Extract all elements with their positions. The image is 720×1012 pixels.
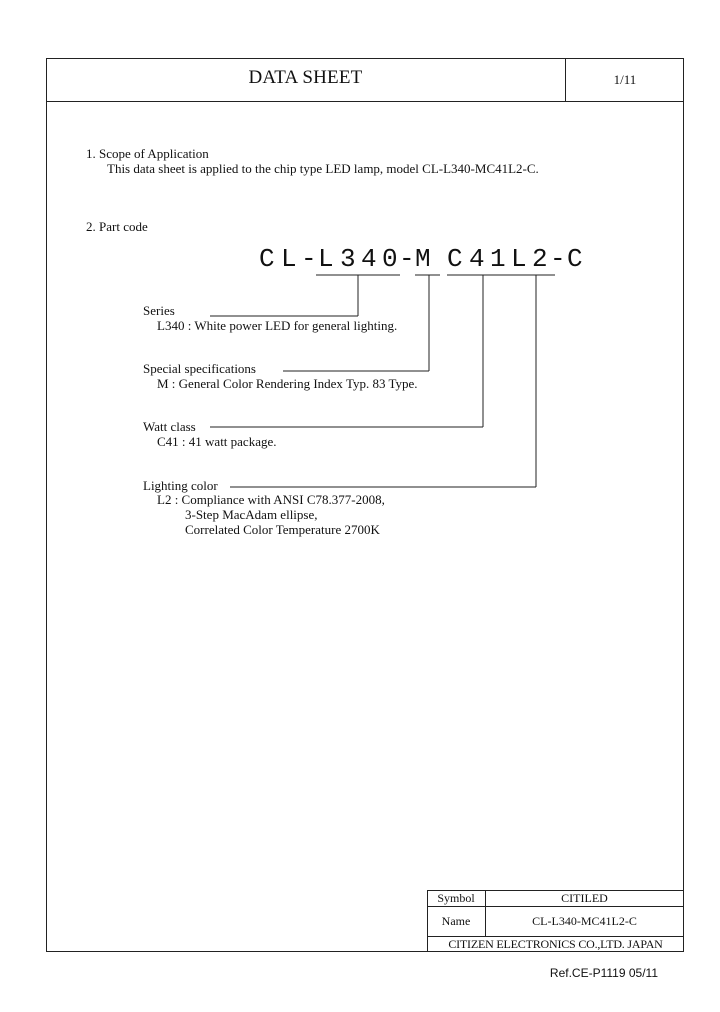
part-code-char: 4: [469, 244, 485, 274]
watt-title: Watt class: [143, 419, 196, 434]
watt-desc: C41 : 41 watt package.: [157, 434, 277, 449]
series-title: Series: [143, 303, 175, 318]
section2-heading: 2. Part code: [86, 219, 148, 234]
title-block-border: [427, 906, 684, 907]
part-code-char: 3: [340, 244, 356, 274]
part-code-char: 2: [532, 244, 548, 274]
name-value: CL-L340-MC41L2-C: [532, 914, 637, 928]
reference-code: Ref.CE-P1119 05/11: [549, 966, 658, 980]
part-code-char: M: [415, 244, 431, 274]
part-code-char: L: [281, 244, 297, 274]
part-code-char: C: [259, 244, 275, 274]
lighting-title: Lighting color: [143, 478, 218, 493]
lighting-line3: Correlated Color Temperature 2700K: [185, 522, 380, 537]
part-code-char: C: [447, 244, 463, 274]
name-label: Name: [441, 914, 471, 928]
special-desc: M : General Color Rendering Index Typ. 83 Type.: [157, 376, 418, 391]
part-code-char: L: [318, 244, 334, 274]
page-number: 1/11: [613, 72, 637, 87]
document-title: DATA SHEET: [248, 67, 363, 88]
lighting-line1: L2 : Compliance with ANSI C78.377-2008,: [157, 492, 385, 507]
lighting-line2: 3-Step MacAdam ellipse,: [185, 507, 318, 522]
symbol-label: Symbol: [437, 891, 475, 905]
part-code-char: -: [399, 244, 415, 274]
section1-heading: 1. Scope of Application: [86, 146, 209, 161]
symbol-value: CITILED: [561, 891, 608, 905]
part-code-char: 0: [382, 244, 398, 274]
part-code-char: 4: [361, 244, 377, 274]
part-code-char: 1: [490, 244, 506, 274]
title-block: [427, 890, 684, 952]
part-code-char: C: [567, 244, 583, 274]
part-code-char: -: [301, 244, 317, 274]
part-code-char: -: [550, 244, 566, 274]
special-title: Special specifications: [143, 361, 256, 376]
part-code-char: L: [511, 244, 527, 274]
series-desc: L340 : White power LED for general lighting.: [157, 318, 398, 333]
company-name: CITIZEN ELECTRONICS CO.,LTD. JAPAN: [448, 937, 663, 951]
section1-text: This data sheet is applied to the chip type LED lamp, model CL-L340-MC41L2-C.: [107, 161, 539, 176]
